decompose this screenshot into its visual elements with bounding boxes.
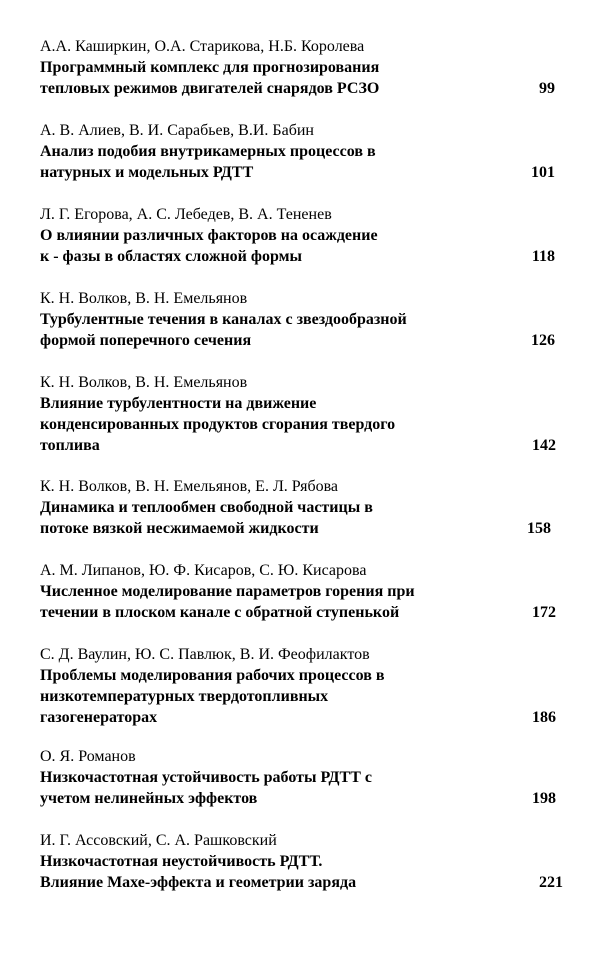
entry-title: [40, 393, 570, 456]
entry-title: [40, 581, 570, 623]
entry-title: [40, 309, 570, 351]
entry-title: [40, 57, 570, 99]
entry-page-number: 142: [532, 437, 556, 454]
entry-authors: С. Д. Ваулин, Ю. С. Павлюк, В. И. Феофилактов: [40, 646, 370, 663]
entry-title: [40, 497, 570, 539]
entry-authors: К. Н. Волков, В. Н. Емельянов, Е. Л. Рябова: [40, 478, 339, 495]
entry-title-line: Турбулентные течения в каналах с звездообразной: [40, 311, 407, 328]
entry-title: [40, 851, 570, 893]
entry-title: [40, 225, 570, 267]
entry-authors: Л. Г. Егорова, А. С. Лебедев, В. А. Тененев: [40, 206, 332, 223]
entry-title-line: течении в плоском канале с обратной ступенькой: [40, 604, 400, 621]
entry-title: [40, 767, 570, 809]
entry-title-line: тепловых режимов двигателей снарядов РСЗО: [40, 80, 380, 97]
entry-title-line: учетом нелинейных эффектов: [40, 790, 258, 807]
entry-page-number: 198: [532, 790, 556, 807]
toc-entry: [40, 644, 570, 728]
entry-title-line: Низкочастотная устойчивость работы РДТТ с: [40, 769, 372, 786]
entry-title: [40, 141, 570, 183]
toc-entry: [40, 120, 570, 183]
entry-authors: А. В. Алиев, В. И. Сарабьев, В.И. Бабин: [40, 122, 314, 139]
entry-title-line: Проблемы моделирования рабочих процессов в: [40, 667, 385, 684]
entry-page-number: 172: [532, 604, 556, 621]
entry-authors: К. Н. Волков, В. Н. Емельянов: [40, 290, 248, 307]
entry-page-number: 158: [527, 520, 551, 537]
toc-entry: [40, 372, 570, 456]
entry-title-line: потоке вязкой несжимаемой жидкости: [40, 520, 319, 537]
entry-authors: И. Г. Ассовский, С. А. Рашковский: [40, 832, 277, 849]
toc-entry: [40, 36, 570, 99]
entry-authors: А.А. Каширкин, О.А. Старикова, Н.Б. Королева: [40, 38, 365, 55]
entry-title-line: Динамика и теплообмен свободной частицы в: [40, 499, 373, 516]
entry-page-number: 186: [532, 709, 556, 726]
entry-page-number: 101: [531, 164, 555, 181]
entry-title-line: формой поперечного сечения: [40, 332, 252, 349]
entry-page-number: 221: [539, 874, 563, 891]
toc-entry: [40, 746, 570, 809]
entry-title-line: Анализ подобия внутрикамерных процессов в: [40, 143, 376, 160]
entry-authors: О. Я. Романов: [40, 748, 136, 765]
entry-title-line: к - фазы в областях сложной формы: [40, 248, 302, 265]
entry-title-line: газогенераторах: [40, 709, 158, 726]
entry-page-number: 118: [531, 248, 555, 265]
entry-page-number: 126: [531, 332, 555, 349]
entry-title-line: Численное моделирование параметров горения при: [40, 583, 415, 600]
entry-title-line: низкотемпературных твердотопливных: [40, 688, 329, 705]
entry-authors: А. М. Липанов, Ю. Ф. Кисаров, С. Ю. Кисарова: [40, 562, 367, 579]
toc-entry: [40, 830, 570, 893]
entry-title-line: Программный комплекс для прогнозирования: [40, 59, 380, 76]
entry-page-number: 99: [539, 80, 555, 97]
entry-title-line: О влиянии различных факторов на осаждение: [40, 227, 378, 244]
entry-title-line: Влияние Махе-эффекта и геометрии заряда: [40, 874, 357, 891]
toc-entry: [40, 476, 570, 539]
toc-entry: [40, 560, 570, 623]
entry-title-line: конденсированных продуктов сгорания твердого: [40, 416, 396, 433]
toc-entry: [40, 204, 570, 267]
entry-title-line: Влияние турбулентности на движение: [40, 395, 317, 412]
toc-entry: [40, 288, 570, 351]
entry-title-line: натурных и модельных РДТТ: [40, 164, 254, 181]
entry-authors: К. Н. Волков, В. Н. Емельянов: [40, 374, 248, 391]
entry-title: [40, 665, 570, 728]
entry-title-line: Низкочастотная неустойчивость РДТТ.: [40, 853, 323, 870]
entry-title-line: топлива: [40, 437, 100, 454]
